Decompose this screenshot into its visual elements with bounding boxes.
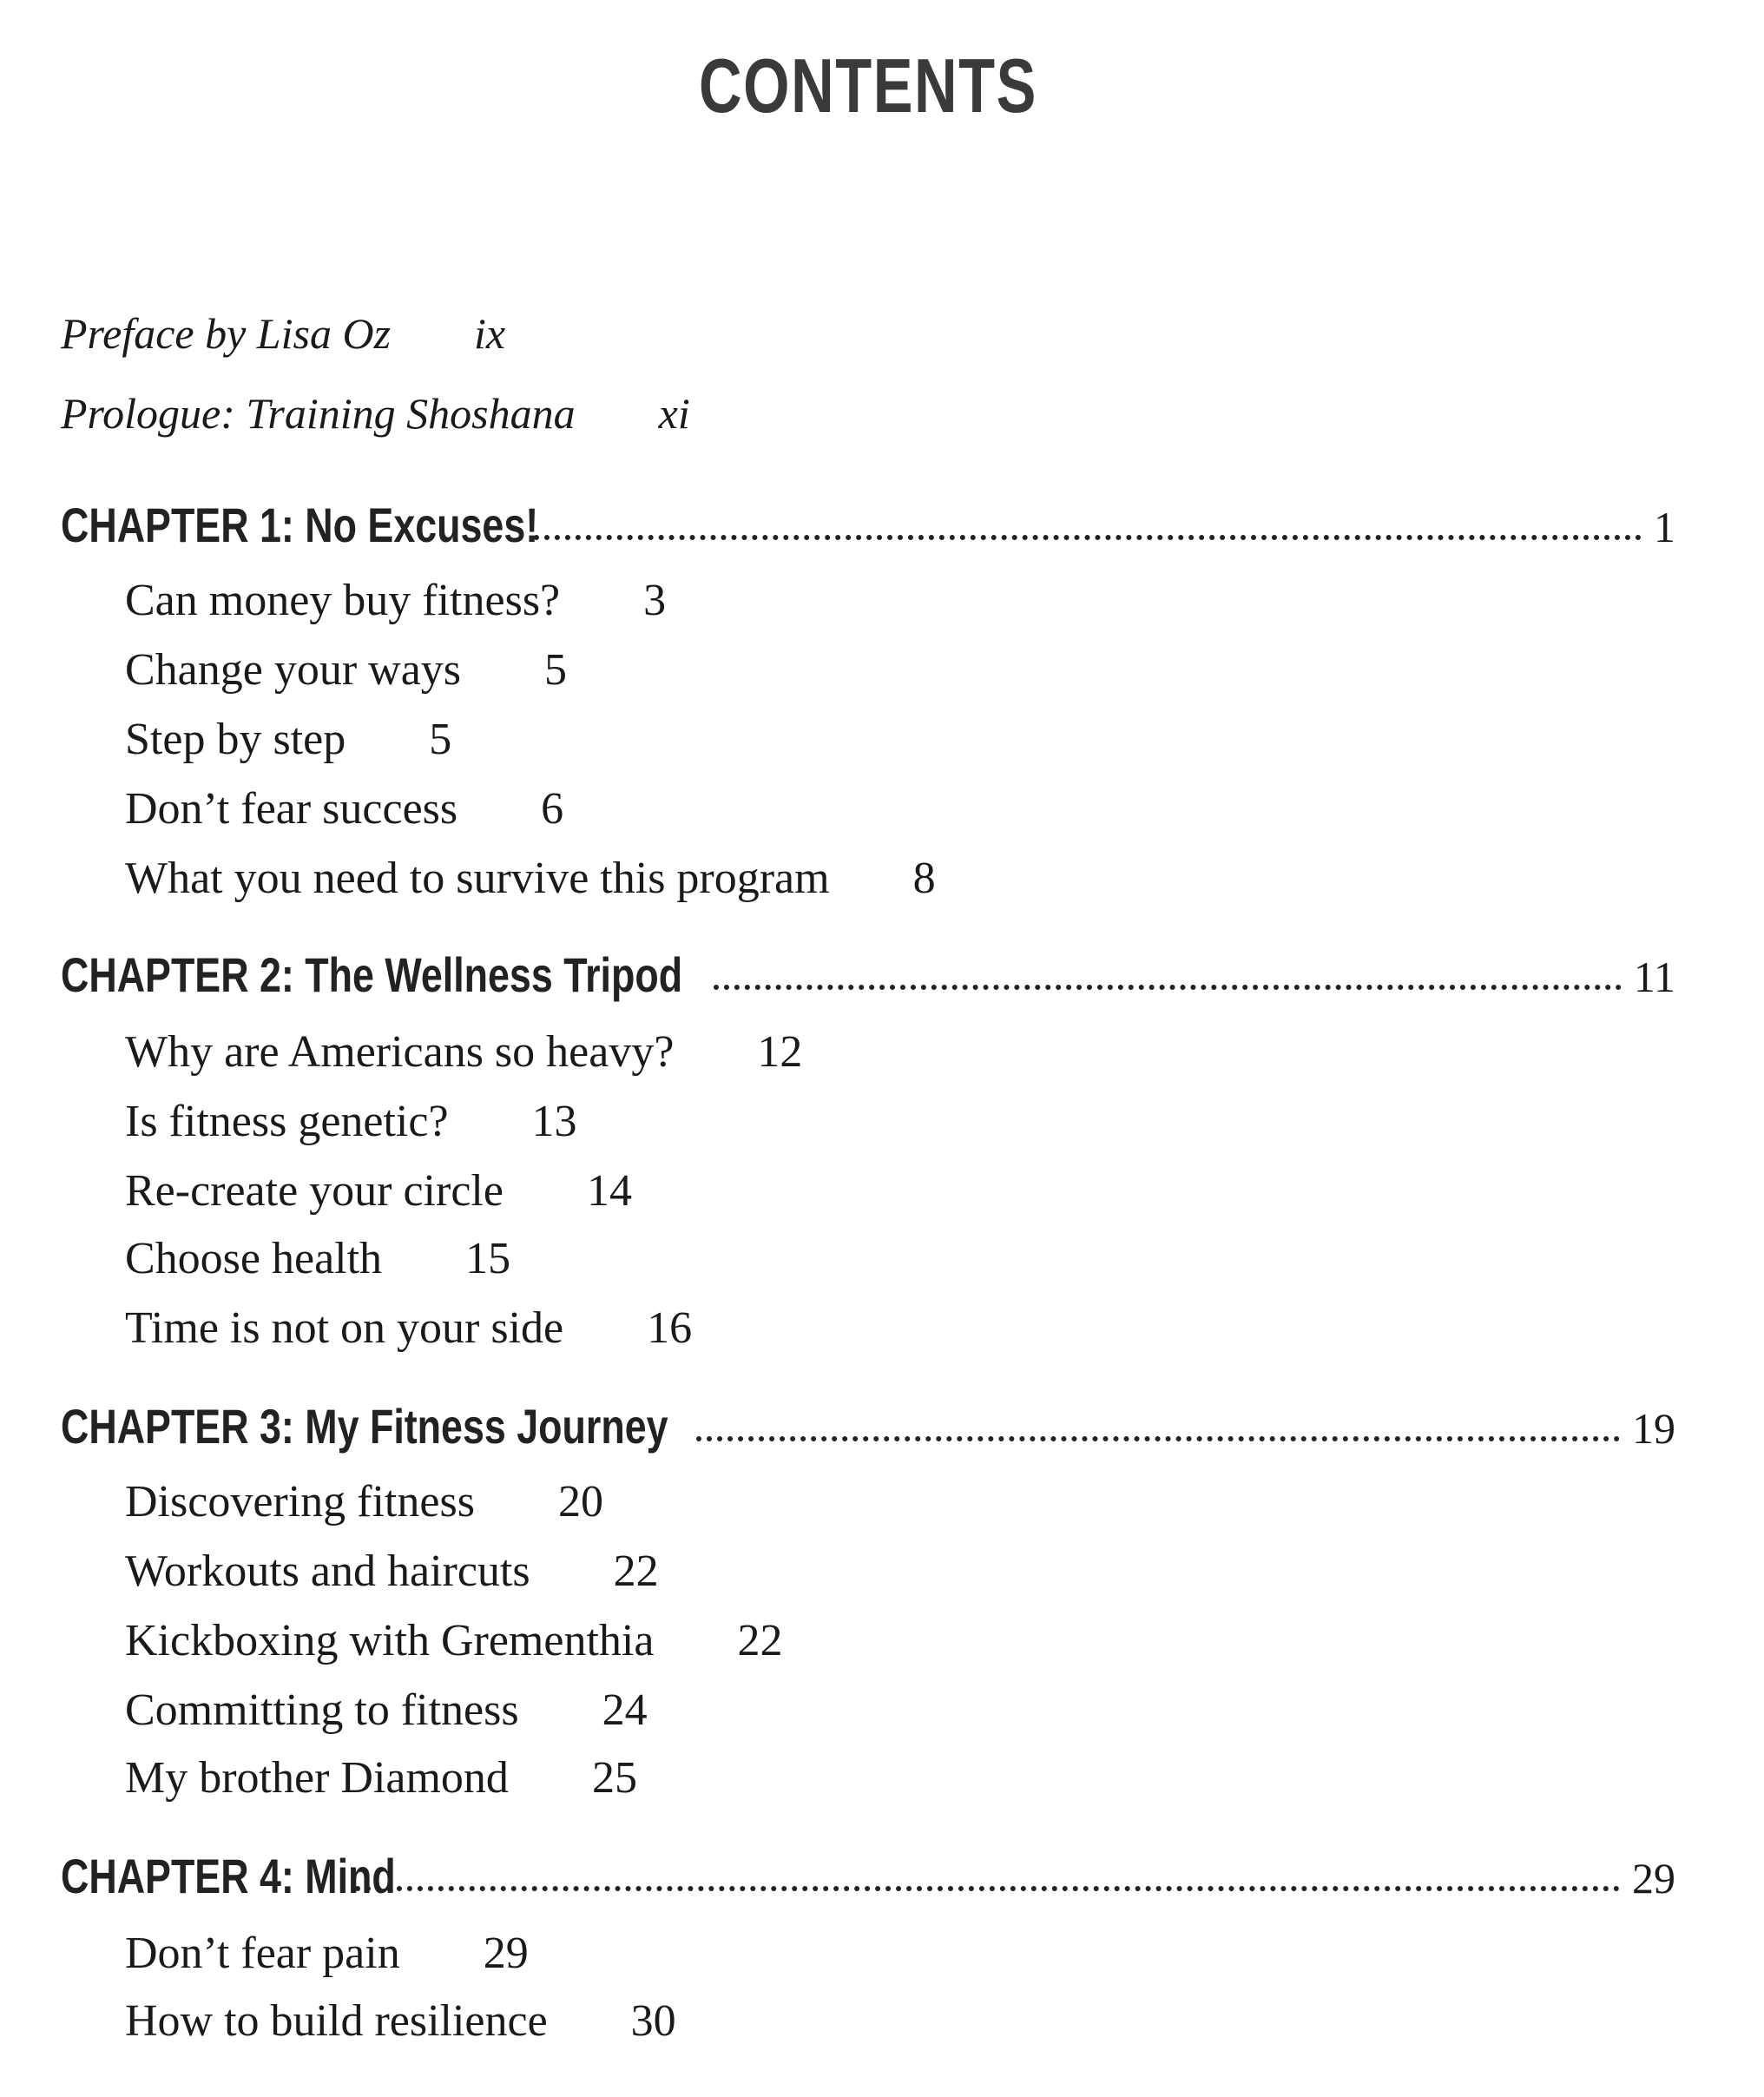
toc-section[interactable] bbox=[125, 1302, 692, 1354]
chapter-title: CHAPTER 2: The Wellness Tripod bbox=[61, 947, 683, 1002]
section-page: 12 bbox=[757, 1027, 803, 1077]
toc-section[interactable] bbox=[125, 1752, 637, 1804]
dot-leader bbox=[534, 534, 1642, 540]
dot-leader bbox=[714, 984, 1622, 990]
section-page: 15 bbox=[465, 1234, 511, 1283]
toc-section[interactable] bbox=[125, 1233, 510, 1284]
section-label: Choose health bbox=[125, 1234, 383, 1283]
section-page: 16 bbox=[647, 1303, 693, 1353]
chapter-title: CHAPTER 4: Mind bbox=[61, 1849, 396, 1903]
toc-section[interactable] bbox=[125, 1928, 529, 1979]
section-label: What you need to survive this program bbox=[125, 854, 830, 903]
toc-chapter-2[interactable] bbox=[61, 946, 1675, 1003]
toc-section[interactable] bbox=[125, 1615, 782, 1666]
toc-section[interactable] bbox=[125, 1476, 603, 1527]
section-page: 22 bbox=[613, 1546, 659, 1596]
toc-section[interactable] bbox=[125, 853, 936, 904]
section-page: 13 bbox=[531, 1097, 577, 1146]
section-label: Re-create your circle bbox=[125, 1166, 504, 1216]
toc-section[interactable] bbox=[125, 1165, 632, 1217]
section-page: 5 bbox=[544, 645, 568, 695]
entry-page: ix bbox=[474, 309, 506, 358]
section-page: 22 bbox=[737, 1616, 783, 1665]
chapter-page: 29 bbox=[1632, 1854, 1675, 1902]
toc-chapter-3[interactable] bbox=[61, 1398, 1675, 1454]
section-label: Committing to fitness bbox=[125, 1685, 519, 1735]
toc-section[interactable] bbox=[125, 1995, 676, 2047]
toc-section[interactable] bbox=[125, 714, 451, 765]
toc-chapter-1[interactable] bbox=[61, 497, 1675, 553]
toc-section[interactable] bbox=[125, 783, 563, 834]
toc-section[interactable] bbox=[125, 1096, 577, 1147]
section-label: Can money buy fitness? bbox=[125, 576, 561, 625]
toc-entry-preface[interactable] bbox=[61, 308, 505, 359]
page-title: CONTENTS bbox=[699, 43, 1037, 129]
chapter-page: 11 bbox=[1633, 953, 1675, 1001]
chapter-title: CHAPTER 3: My Fitness Journey bbox=[61, 1399, 668, 1454]
section-label: Discovering fitness bbox=[125, 1477, 475, 1527]
toc-section[interactable] bbox=[125, 1546, 659, 1597]
section-label: Change your ways bbox=[125, 645, 462, 695]
section-label: Workouts and haircuts bbox=[125, 1546, 530, 1596]
toc-section[interactable] bbox=[125, 644, 567, 696]
section-page: 24 bbox=[602, 1685, 648, 1735]
section-label: Why are Americans so heavy? bbox=[125, 1027, 675, 1077]
section-page: 30 bbox=[630, 1996, 676, 2046]
toc-section[interactable] bbox=[125, 1685, 648, 1736]
chapter-page: 1 bbox=[1654, 503, 1675, 551]
toc-chapter-4[interactable] bbox=[61, 1848, 1675, 1904]
chapter-title: CHAPTER 1: No Excuses! bbox=[61, 498, 539, 552]
section-page: 14 bbox=[586, 1166, 632, 1216]
section-page: 20 bbox=[557, 1477, 603, 1527]
section-page: 6 bbox=[541, 784, 564, 834]
dot-leader bbox=[696, 1435, 1620, 1441]
toc-section[interactable] bbox=[125, 575, 666, 626]
toc-entry-prologue[interactable] bbox=[61, 388, 690, 439]
section-label: Is fitness genetic? bbox=[125, 1097, 449, 1146]
section-label: Don’t fear success bbox=[125, 784, 458, 834]
section-label: Time is not on your side bbox=[125, 1303, 564, 1353]
dot-leader bbox=[355, 1885, 1620, 1891]
section-page: 5 bbox=[429, 715, 452, 764]
entry-label: Preface by Lisa Oz bbox=[61, 309, 392, 358]
entry-label: Prologue: Training Shoshana bbox=[61, 389, 576, 438]
section-page: 25 bbox=[591, 1753, 637, 1803]
section-page: 8 bbox=[912, 854, 936, 903]
chapter-page: 19 bbox=[1632, 1404, 1675, 1453]
section-label: How to build resilience bbox=[125, 1996, 548, 2046]
section-page: 29 bbox=[483, 1929, 529, 1978]
section-label: Don’t fear pain bbox=[125, 1929, 400, 1978]
section-label: My brother Diamond bbox=[125, 1753, 509, 1803]
entry-page: xi bbox=[658, 389, 690, 438]
section-label: Step by step bbox=[125, 715, 346, 764]
section-label: Kickboxing with Grementhia bbox=[125, 1616, 655, 1665]
toc-section[interactable] bbox=[125, 1026, 802, 1078]
section-page: 3 bbox=[643, 576, 667, 625]
